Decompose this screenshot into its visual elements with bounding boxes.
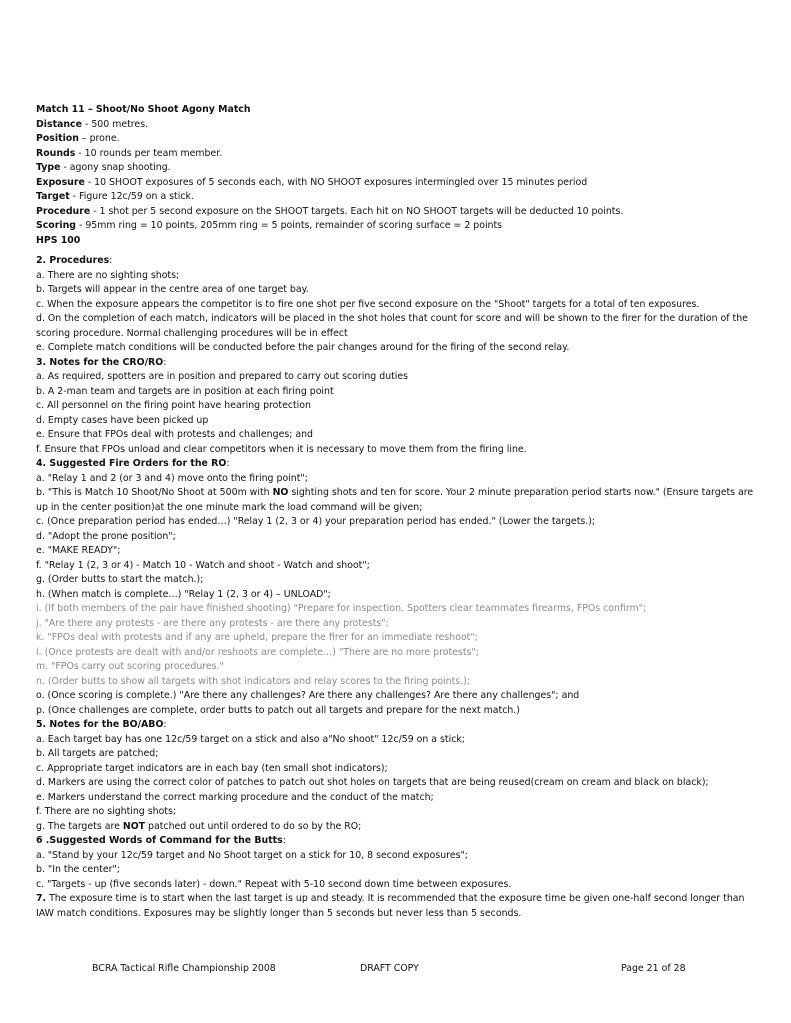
list-item: l. (Once protests are dealt with and/or reshoots are complete…) "There are no more protests"; <box>36 646 479 658</box>
procedures-list <box>36 269 756 356</box>
field-value: - agony snap shooting. <box>60 162 171 173</box>
list-item: k. "FPOs deal with protests and if any are upheld, prepare the firer for an immediate reshoot"; <box>36 632 478 643</box>
list-item: d. Empty cases have been picked up <box>36 414 209 426</box>
exposure-note: 7. The exposure time is to start when the last target is up and steady. It is recommended that the exposure time be given one-half second longer than IAW match conditions. Exposures may be slightly longer than 5 seconds but never less than 5 seconds. <box>36 893 745 919</box>
list-item: b. A 2-man team and targets are in position at each firing point <box>36 385 334 397</box>
item-emphasis: NOT <box>122 820 146 832</box>
document-body <box>36 103 756 921</box>
field-label: Procedure <box>36 205 91 217</box>
field-label: Target <box>36 191 70 202</box>
footer-title: BCRA Tactical Rifle Championship 2008 <box>92 963 276 974</box>
list-item: a. "Stand by your 12c/59 target and No Shoot target on a stick for 10, 8 second exposures"; <box>36 849 468 861</box>
list-item: e. Complete match conditions will be conducted before the pair changes around for the firing of the second relay. <box>36 342 570 353</box>
section-heading: 2. Procedures: <box>36 255 113 266</box>
list-item: d. "Adopt the prone position"; <box>36 530 176 542</box>
list-item: m. "FPOs carry out scoring procedures." <box>36 661 224 672</box>
section-heading: 6 .Suggested Words of Command for the Butts: <box>36 835 286 846</box>
list-item: c. "Targets - up (five seconds later) - down." Repeat with 5-10 second down time between exposures. <box>36 878 512 890</box>
field-label: Rounds <box>36 147 76 159</box>
field-label: Position <box>36 133 79 144</box>
match-field <box>36 219 756 234</box>
section-procedures <box>36 254 756 356</box>
field-value: - Figure 12c/59 on a stick. <box>69 191 194 202</box>
match-field <box>36 118 756 133</box>
section-bo-notes <box>36 718 756 834</box>
list-item: a. As required, spotters are in position and prepared to carry out scoring duties <box>36 371 409 382</box>
list-item: e. Ensure that FPOs deal with protests and challenges; and <box>36 429 314 440</box>
section-heading: 5. Notes for the BO/ABO: <box>36 719 167 730</box>
list-item: a. "Relay 1 and 2 (or 3 and 4) move onto the firing point"; <box>36 472 308 484</box>
section-heading: 3. Notes for the CRO/RO: <box>36 356 167 368</box>
list-item <box>36 486 756 515</box>
list-item: c. All personnel on the firing point have hearing protection <box>36 400 311 411</box>
footer-page-number: Page 21 of 28 <box>621 963 686 974</box>
list-item: a. Each target bay has one 12c/59 target on a stick and also a"No shoot" 12c/59 on a stick; <box>36 733 465 745</box>
list-item: o. (Once scoring is complete.) "Are there any challenges? Are there any challenges? Are there any challenges"; and <box>36 690 580 701</box>
footer-draft-label: DRAFT COPY <box>360 963 419 974</box>
list-item: b. "In the center"; <box>36 864 120 875</box>
list-item: g. (Order butts to start the match.); <box>36 574 204 585</box>
list-item <box>36 820 756 835</box>
item-text: sighting shots and ten for score. Your 2 minute preparation period starts now." (Ensure targets are up in the center position)at the one minute mark the load command will be given; <box>36 487 754 513</box>
list-item: f. "Relay 1 (2, 3 or 4) - Match 10 - Watch and shoot - Watch and shoot"; <box>36 559 370 571</box>
item-text: b. "This is Match 10 Shoot/No Shoot at 500m with <box>36 487 273 498</box>
butts-commands-list <box>36 849 756 893</box>
list-item: h. (When match is complete…) "Relay 1 (2, 3 or 4) – UNLOAD"; <box>36 588 331 600</box>
match-title: Match 11 – Shoot/No Shoot Agony Match <box>36 104 251 115</box>
item-text: patched out until ordered to do so by the RO; <box>145 820 362 832</box>
section-cro-notes <box>36 356 756 458</box>
list-item: c. (Once preparation period has ended…) "Relay 1 (2, 3 or 4) your preparation period has ended." (Lower the targets.); <box>36 516 596 527</box>
field-label: Type <box>36 162 61 173</box>
field-value: - 10 SHOOT exposures of 5 seconds each, with NO SHOOT exposures intermingled over 15 minutes period <box>84 176 588 188</box>
list-item: b. All targets are patched; <box>36 748 159 759</box>
match-field <box>36 161 756 176</box>
bo-notes-list <box>36 733 756 835</box>
cro-notes-list <box>36 370 756 457</box>
list-item: i. (If both members of the pair have finished shooting) "Prepare for inspection. Spotters clear teammates firearms, FPOs confirm"; <box>36 603 647 614</box>
list-item: e. Markers understand the correct marking procedure and the conduct of the match; <box>36 791 434 803</box>
list-item: b. Targets will appear in the centre area of one target bay. <box>36 284 309 295</box>
item-text: g. The targets are <box>36 820 123 832</box>
match-field <box>36 205 756 220</box>
field-label: Distance <box>36 118 82 130</box>
list-item: f. There are no sighting shots; <box>36 806 177 817</box>
match-field <box>36 132 756 147</box>
list-item: e. "MAKE READY"; <box>36 545 121 556</box>
list-item: c. When the exposure appears the competitor is to fire one shot per five second exposure on the "Shoot" targets for a total of ten exposures. <box>36 298 700 310</box>
list-item: a. There are no sighting shots; <box>36 269 180 281</box>
field-value: - 500 metres. <box>81 118 149 130</box>
match-field <box>36 176 756 191</box>
match-field <box>36 190 756 205</box>
section-fire-orders <box>36 457 756 718</box>
list-item: d. Markers are using the correct color of patches to patch out shot holes on targets that are being reused(cream on cream and black on black); <box>36 777 709 788</box>
list-item: n. (Order butts to show all targets with shot indicators and relay scores to the firing points.); <box>36 675 470 687</box>
list-item: p. (Once challenges are complete, order butts to patch out all targets and prepare for the next match.) <box>36 704 520 716</box>
section-butts-commands <box>36 834 756 892</box>
field-label: Scoring <box>36 220 76 231</box>
list-item: d. On the completion of each match, indicators will be placed in the shot holes that count for score and will be shown to the firer for the duration of the scoring procedure. Normal challenging procedures will be in effect <box>36 313 748 339</box>
list-item: f. Ensure that FPOs unload and clear competitors when it is necessary to move them from the firing line. <box>36 443 527 455</box>
fire-orders-list <box>36 472 756 719</box>
field-value: - 10 rounds per team member. <box>75 147 223 159</box>
section-heading: 4. Suggested Fire Orders for the RO: <box>36 458 230 469</box>
match-fields <box>36 118 756 234</box>
match-field <box>36 147 756 162</box>
field-value: - 1 shot per 5 second exposure on the SHOOT targets. Each hit on NO SHOOT targets will be deducted 10 points. <box>90 205 624 217</box>
hps-line: HPS 100 <box>36 234 81 246</box>
item-emphasis: NO <box>272 487 289 498</box>
field-value: – prone. <box>78 133 120 144</box>
field-value: - 95mm ring = 10 points, 205mm ring = 5 points, remainder of scoring surface = 2 points <box>75 220 503 231</box>
list-item: j. "Are there any protests - are there any protests - are there any protests"; <box>36 617 389 629</box>
list-item: c. Appropriate target indicators are in each bay (ten small shot indicators); <box>36 762 388 774</box>
field-label: Exposure <box>36 176 85 188</box>
